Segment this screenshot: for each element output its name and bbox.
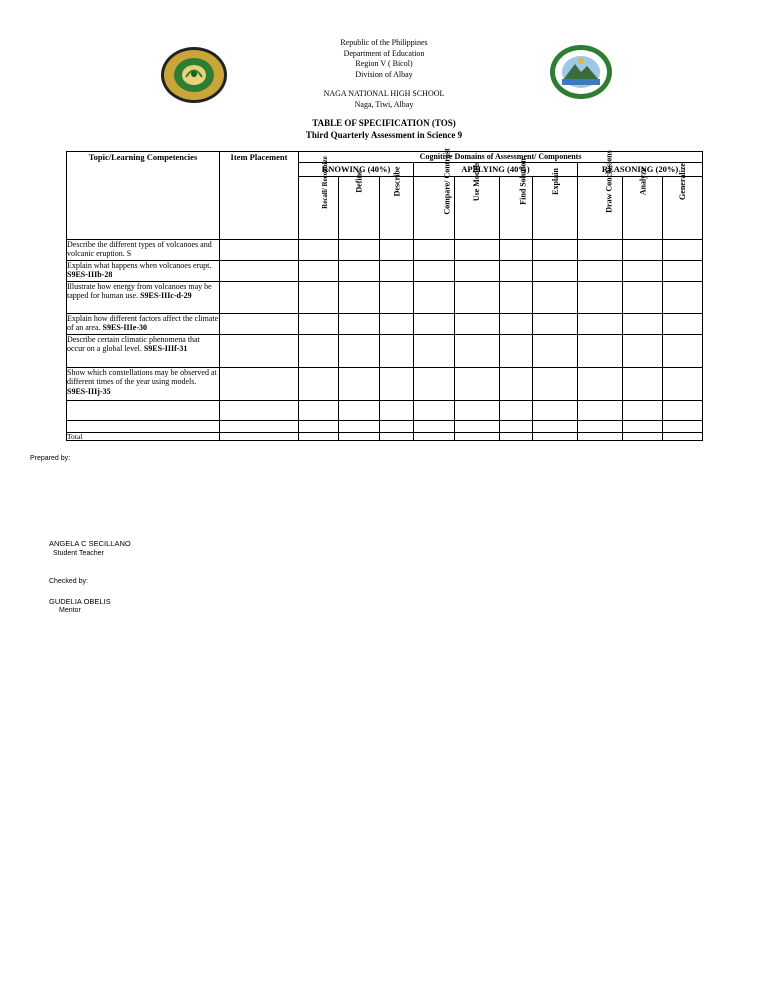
checker-name: GUDELIA OBELIS	[49, 597, 111, 606]
table-row	[67, 261, 703, 282]
sub-header-describe: Describe	[380, 177, 414, 240]
checked-by-label: Checked by:	[49, 578, 88, 585]
table-row	[67, 368, 703, 401]
cognitive-domains-header: Cognitive Domains of Assessment/ Components	[299, 152, 703, 163]
sub-header-draw-conclusions: Draw Conclusions	[578, 177, 623, 240]
sub-header-use-models: Use Models	[455, 177, 500, 240]
competency-cell: Illustrate how energy from volcanoes may be tapped for human use. S9ES-IIIc-d-29	[67, 282, 220, 314]
competency-cell: Show which constellations may be observed at different times of the year using models. S9ES-IIIj-35	[67, 368, 220, 401]
applying-header: APPLYING (40%)	[414, 163, 578, 177]
sub-header-find-solution: Find Solution	[500, 177, 533, 240]
sub-header-define: Define	[339, 177, 380, 240]
checker-role: Mentor	[59, 607, 81, 614]
document-subtitle: Third Quarterly Assessment in Science 9	[305, 129, 463, 140]
table-row	[67, 421, 703, 433]
region-line: Region V ( Bicol)	[355, 59, 413, 68]
competency-cell: Explain what happens when volcanoes erupt. S9ES-IIIb-28	[67, 261, 220, 282]
school-name: NAGA NATIONAL HIGH SCHOOL	[323, 89, 445, 98]
sub-header-explain: Explain	[533, 177, 578, 240]
item-placement-header: Item Placement	[220, 152, 299, 240]
preparer-role: Student Teacher	[53, 550, 104, 557]
preparer-name: ANGELA C SECILLANO	[49, 539, 131, 548]
reasoning-header: REASONING (20%)	[578, 163, 703, 177]
table-row	[67, 240, 703, 261]
total-label: Total	[67, 433, 220, 441]
school-address: Naga, Tiwi, Albay	[354, 99, 414, 109]
table-row	[67, 282, 703, 314]
sub-header-analyze: Analyze	[623, 177, 663, 240]
specification-table	[66, 148, 703, 441]
competency-cell: Describe certain climatic phenomena that occur on a global level. S9ES-IIIf-31	[67, 335, 220, 368]
document-header	[0, 38, 768, 141]
division-line: Division of Albay	[355, 69, 413, 79]
department-line: Department of Education	[343, 48, 425, 58]
prepared-by-label: Prepared by:	[30, 455, 71, 462]
sub-header-compare: Compare/ Contrast	[414, 177, 455, 240]
sub-header-generalize: Generalize	[663, 177, 703, 240]
table-row	[67, 314, 703, 335]
total-row	[67, 433, 703, 441]
table-row	[67, 401, 703, 421]
competency-cell: Describe the different types of volcanoes and volcanic eruption. S	[67, 240, 220, 261]
document-title: TABLE OF SPECIFICATION (TOS)	[312, 118, 456, 128]
knowing-header: KNOWING (40%)	[299, 163, 414, 177]
table-row	[67, 335, 703, 368]
topic-column-header: Topic/Learning Competencies	[67, 152, 220, 240]
competency-cell: Explain how different factors affect the climate of an area. S9ES-IIIe-30	[67, 314, 220, 335]
country-line: Republic of the Philippines	[340, 38, 428, 47]
sub-header-recall: Recall/ Recognize	[299, 177, 339, 240]
